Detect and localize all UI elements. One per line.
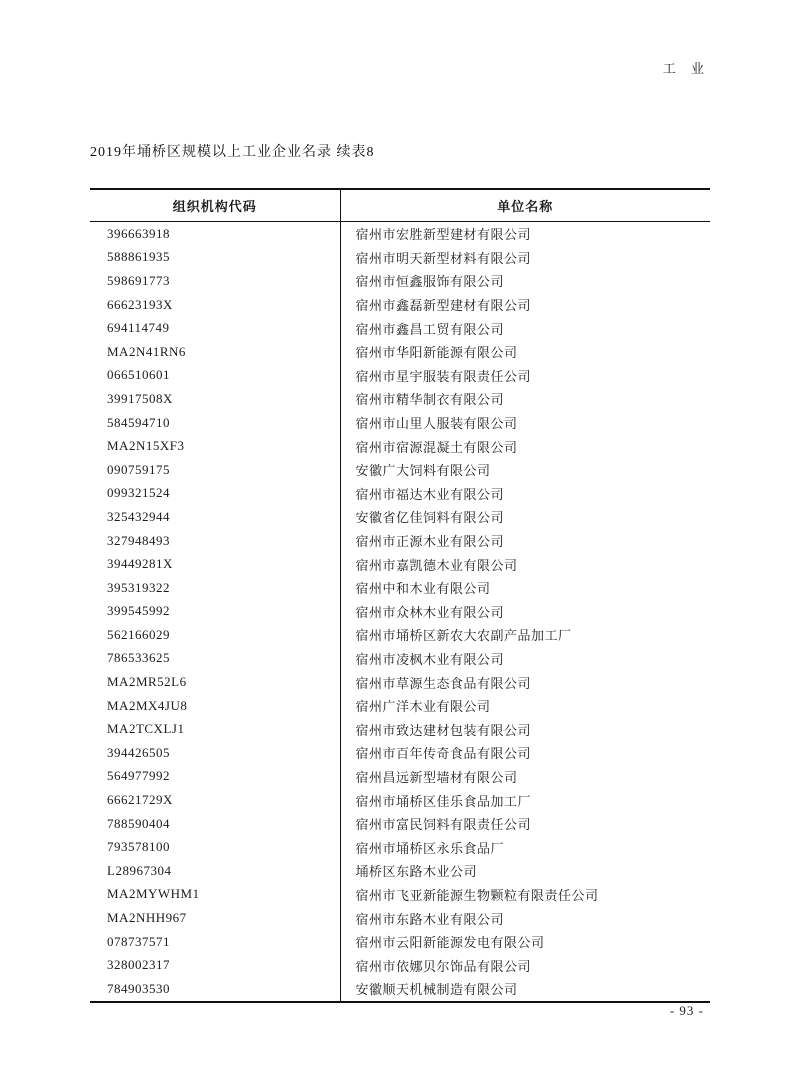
org-code-cell: 078737571: [90, 930, 340, 954]
unit-name-cell: 宿州中和木业有限公司: [355, 581, 491, 597]
table-row: [90, 552, 710, 576]
table-row: [90, 788, 710, 812]
table-row: [90, 411, 710, 435]
unit-name-cell: 宿州市精华制衣有限公司: [355, 392, 505, 408]
org-code-cell: MA2MR52L6: [90, 670, 340, 694]
org-code-cell: 564977992: [90, 765, 340, 789]
table-row: [90, 953, 710, 977]
column-header-unit-name: 单位名称: [340, 189, 710, 222]
unit-name-cell: 宿州市众林木业有限公司: [355, 604, 505, 620]
org-code-cell: 328002317: [90, 953, 340, 977]
unit-name-cell: 宿州市埇桥区永乐食品厂: [355, 840, 505, 856]
table-row: [90, 482, 710, 506]
org-code-cell: 788590404: [90, 812, 340, 836]
unit-name-cell: 宿州市嘉凯德木业有限公司: [355, 557, 518, 573]
table-row: [90, 293, 710, 317]
table-header-row: [90, 189, 710, 222]
unit-name-cell: 宿州市依娜贝尔饰品有限公司: [355, 958, 532, 974]
unit-name-cell: 宿州市华阳新能源有限公司: [355, 345, 518, 361]
org-code-cell: 394426505: [90, 741, 340, 765]
org-code-cell: 066510601: [90, 364, 340, 388]
org-code-cell: 598691773: [90, 269, 340, 293]
org-code-cell: 784903530: [90, 977, 340, 1002]
unit-name-cell: 宿州市明天新型材料有限公司: [355, 250, 532, 266]
org-code-cell: MA2TCXLJ1: [90, 717, 340, 741]
org-code-cell: L28967304: [90, 859, 340, 883]
org-code-cell: MA2NHH967: [90, 906, 340, 930]
table-row: [90, 977, 710, 1002]
unit-name-cell: 宿州市百年传奇食品有限公司: [355, 746, 532, 762]
table-row: [90, 647, 710, 671]
section-corner-label: 工 业: [662, 61, 710, 76]
unit-name-cell: 宿州市福达木业有限公司: [355, 486, 505, 502]
table-row: [90, 835, 710, 859]
table-row: [90, 316, 710, 340]
table-row: [90, 930, 710, 954]
org-code-cell: 090759175: [90, 458, 340, 482]
org-code-cell: MA2N15XF3: [90, 434, 340, 458]
table-row: [90, 623, 710, 647]
table-row: [90, 269, 710, 293]
org-code-cell: 39449281X: [90, 552, 340, 576]
unit-name-cell: 宿州市凌枫木业有限公司: [355, 651, 505, 667]
unit-name-cell: 宿州市恒鑫服饰有限公司: [355, 274, 505, 290]
table-row: [90, 812, 710, 836]
org-code-cell: 396663918: [90, 222, 340, 246]
table-row: [90, 222, 710, 246]
org-code-cell: 694114749: [90, 316, 340, 340]
table-row: [90, 434, 710, 458]
org-code-cell: 786533625: [90, 647, 340, 671]
enterprise-table: [90, 188, 710, 1003]
org-code-cell: 39917508X: [90, 387, 340, 411]
org-code-cell: 327948493: [90, 529, 340, 553]
table-row: [90, 859, 710, 883]
unit-name-cell: 宿州市草源生态食品有限公司: [355, 675, 532, 691]
unit-name-cell: 宿州市富民饲料有限责任公司: [355, 817, 532, 833]
unit-name-cell: 宿州市云阳新能源发电有限公司: [355, 935, 545, 951]
org-code-cell: 399545992: [90, 600, 340, 624]
unit-name-cell: 宿州市致达建材包装有限公司: [355, 722, 532, 738]
table-body: [90, 222, 710, 1002]
table-row: [90, 717, 710, 741]
unit-name-cell: 埇桥区东路木业公司: [355, 864, 478, 880]
unit-name-cell: 安徽省亿佳饲料有限公司: [355, 510, 505, 526]
unit-name-cell: 宿州市埇桥区佳乐食品加工厂: [355, 793, 532, 809]
unit-name-cell: 宿州市鑫磊新型建材有限公司: [355, 298, 532, 314]
table-row: [90, 883, 710, 907]
unit-name-cell: 宿州市宏胜新型建材有限公司: [355, 227, 532, 243]
unit-name-cell: 宿州广洋木业有限公司: [355, 699, 491, 715]
org-code-cell: 562166029: [90, 623, 340, 647]
org-code-cell: MA2MYWHM1: [90, 883, 340, 907]
org-code-cell: 793578100: [90, 835, 340, 859]
org-code-cell: 099321524: [90, 482, 340, 506]
org-code-cell: 395319322: [90, 576, 340, 600]
org-code-cell: 66623193X: [90, 293, 340, 317]
table-row: [90, 364, 710, 388]
org-code-cell: 588861935: [90, 246, 340, 270]
table-row: [90, 458, 710, 482]
unit-name-cell: 安徽广大饲料有限公司: [355, 463, 491, 479]
table-row: [90, 340, 710, 364]
unit-name-cell: 宿州市星宇服装有限责任公司: [355, 368, 532, 384]
page-title: 2019年埇桥区规模以上工业企业名录 续表8: [90, 145, 375, 160]
table-row: [90, 505, 710, 529]
unit-name-cell: 宿州市宿源混凝土有限公司: [355, 439, 518, 455]
org-code-cell: MA2MX4JU8: [90, 694, 340, 718]
table-row: [90, 246, 710, 270]
table-row: [90, 694, 710, 718]
table-row: [90, 906, 710, 930]
unit-name-cell: 宿州昌远新型墙材有限公司: [355, 769, 518, 785]
table-row: [90, 670, 710, 694]
org-code-cell: 66621729X: [90, 788, 340, 812]
unit-name-cell: 宿州市飞亚新能源生物颗粒有限责任公司: [355, 887, 599, 903]
unit-name-cell: 宿州市山里人服装有限公司: [355, 416, 518, 432]
unit-name-cell: 安徽顺天机械制造有限公司: [355, 982, 518, 998]
unit-name-cell: 宿州市正源木业有限公司: [355, 534, 505, 550]
unit-name-cell: 宿州市埇桥区新农大农副产品加工厂: [355, 628, 572, 644]
unit-name-cell: 宿州市鑫昌工贸有限公司: [355, 321, 505, 337]
unit-name-cell: 宿州市东路木业有限公司: [355, 911, 505, 927]
page-number: - 93 -: [669, 1003, 704, 1018]
table-row: [90, 576, 710, 600]
table-row: [90, 600, 710, 624]
table-row: [90, 741, 710, 765]
column-header-org-code: 组织机构代码: [90, 189, 340, 222]
org-code-cell: 584594710: [90, 411, 340, 435]
org-code-cell: MA2N41RN6: [90, 340, 340, 364]
table-row: [90, 529, 710, 553]
table-row: [90, 765, 710, 789]
org-code-cell: 325432944: [90, 505, 340, 529]
table-row: [90, 387, 710, 411]
